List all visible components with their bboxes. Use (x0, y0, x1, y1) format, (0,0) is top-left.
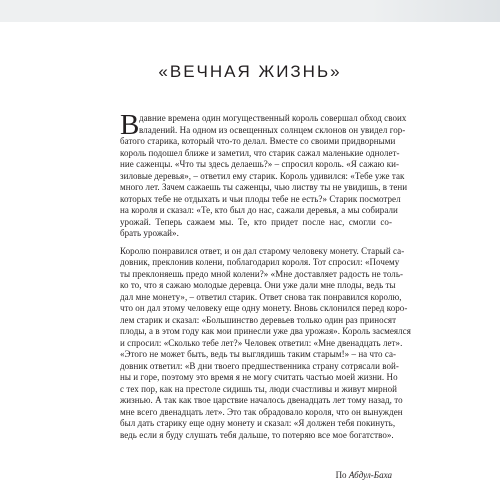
text-line: и спросил: «Сколько тебе лет?» Человек ответил: «Мне двенадцать лет». (120, 337, 403, 348)
text-line: король подошел ближе и заметил, что старик сажал маленькие однолет- (120, 147, 400, 158)
text-line: довник, преклонив колени, поблагодарил короля. Тот спросил: «Почему (120, 257, 400, 267)
attribution-author: Абдул-Баха (348, 470, 392, 480)
page-title: «ВЕЧНАЯ ЖИЗНЬ» (158, 62, 342, 81)
text-line: ны и горе, поэтому это время я не могу считать частью моей жизни. Но (120, 372, 398, 382)
text-line: довник ответил: «В дни твоего предшественника страну сотрясали вой- (120, 360, 399, 371)
paragraph-1 (120, 109, 408, 240)
text-line: ты преклоняешь предо мной колени?» «Мне доставляет радость не толь- (120, 268, 404, 279)
paragraph-2 (120, 245, 411, 442)
text-line: ние саженцы. «Что ты здесь делаешь?» – спросил король. «Я сажаю ки- (120, 159, 400, 169)
spine-edge (0, 0, 500, 22)
spine-shade (370, 0, 500, 22)
text-line: батого старика, который что-то делал. Вместе со своими придворными (120, 136, 396, 146)
text-line: урожай. Теперь сажаем мы. Те, кто придет после нас, смогли со- (120, 216, 392, 227)
text-line: плоды, а в этом году как мои принесли уже два урожая». Король засмеялся (120, 326, 411, 336)
text-line: дал мне монету», – ответил старик. Ответ снова так понравился королю, (120, 291, 402, 302)
text-line: на короля и сказал: «Те, кто был до нас, сажали деревья, а мы собирали (120, 205, 398, 215)
text-line: с тех пор, как на престоле сидишь ты, люди счастливы и живут мирной (120, 383, 397, 394)
text-line: что он дал этому человеку еще одну монету. Вновь склонился перед коро- (120, 303, 408, 313)
text-line: ведь если я буду слушать тебя дальше, то потеряю все мое богатство». (120, 429, 394, 440)
text-line: «Этого не может быть, ведь ты выглядишь таким старым!» – на что са- (120, 349, 397, 359)
text-line: ко то, что я сажаю молодые деревца. Они уже дали мне плоды, ведь ты (120, 280, 396, 290)
text-line: много лет. Зачем сажаешь ты саженцы, чью листву ты не увидишь, в тени (120, 182, 408, 192)
drop-cap: В (120, 109, 140, 141)
text-line: брать урожай». (120, 228, 179, 238)
text-line: зиловые деревья», – ответил ему старик. Король удивился: «Тебе уже так (120, 170, 405, 181)
text-line: лем старик и сказал: «Большинство деревьев только один раз приносят (120, 314, 397, 325)
text-line: давние времена один могущественный король совершал обход своих (139, 113, 407, 123)
text-line: которых тебе не отдыхать и чьи плоды тебе не есть?» Старик посмотрел (120, 193, 401, 204)
text-line: жизнью. А так как твое царствие началось двенадцать лет тому назад, то (120, 395, 403, 405)
text-line: владений. На одном из освещенных солнцем склонов он увидел гор- (139, 124, 406, 135)
text-line: мне всего двенадцать лет». Это так обрадовало короля, что он вынужден (120, 406, 403, 417)
text-line: Королю понравился ответ, и он дал старому человеку монету. Старый са- (120, 245, 405, 256)
attribution (336, 470, 392, 480)
attribution-prefix: По (335, 470, 347, 480)
text-line: был дать старику еще одну монету и сказал: «Я должен тебя покинуть, (120, 418, 396, 428)
story-text (120, 109, 411, 441)
